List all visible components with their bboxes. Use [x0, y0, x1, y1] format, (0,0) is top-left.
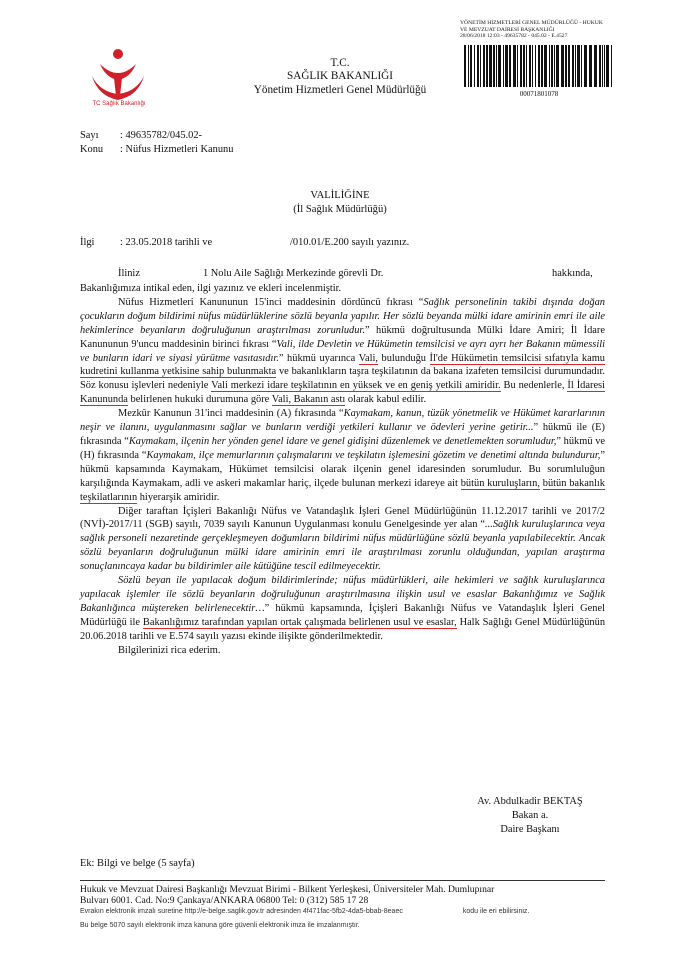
logo-text: TC Sağlık Bakanlığı [92, 101, 146, 107]
barcode-icon [464, 45, 614, 87]
paragraph-2: Nüfus Hizmetleri Kanununun 15'inci maddesinin dördüncü fıkrası “Sağlık personelinin takibi dışında doğan çocukların doğum bildirimi nüfus müdürlüklerine sözlü beyanla yapılır. Her sözlü beyanda mülki idare amirinin emri ile aile hekimlerince beyanların doğruluğunun araştırılması zorunludur.” hükmü doğrultusunda Mülki İdare Amiri; İl İdare Kanununun 9'uncu maddesinin birinci fıkrası “Vali, ilde Devletin ve Hükümetin temsilcisi ve ayrı ayrı her Bakanın mümessili ve bunların idari ve siyasi yürütme vasıtasıdır.” hükmü uyarınca Vali, bulunduğu İl'de Hükümetin temsilcisi sıfatıyla kamu kudretini kullanma yetkisine sahip bulunmakta ve bakanlıkların taşra teşkilatının da bakana izafeten temsilcisi durumundadır. Söz konusu işlevleri nedeniyle Vali merkezi idare teşkilatının en yüksek ve en geniş yetkili amiridir. Bu nedenlerle, İl İdaresi Kanununda belirlenen hukuki durumuna göre Vali, Bakanın astı olarak kabul edilir. [80, 296, 606, 406]
p1-c: hakkında, [552, 268, 593, 279]
underline-vali: Vali, [358, 352, 378, 364]
paragraph-5: Sözlü beyan ile yapılacak doğum bildirimlerinde; nüfus müdürlükleri, aile hekimleri ve sağlık kuruluşlarınca yapılacak işlemler ile sözlü beyanların doğruluğunun araştırılmasına ilişkin usul ve esaslar Bakanlığımız ve Sağlık Bakanlığınca müştereken belirlenecektir…” hükmü kapsamında, İçişleri Bakanlığı Nüfus ve Vatandaşlık İşleri Genel Müdürlüğü ile Bakanlığımız tarafından yapılan ortak çalışmada belirlenen usul ve esaslar, Halk Sağlığı Genel Müdürlüğünün 20.06.2018 tarihli ve E.574 sayılı yazısı ekinde ilişikte gönderilmektedir. [80, 575, 606, 642]
addressee-title: VALİLİĞİNE [310, 190, 370, 201]
ilgi-value-a: : 23.05.2018 tarihli ve [120, 237, 213, 248]
sayi-label: Sayı [80, 130, 99, 141]
underline-hukumet: İl'de Hükümetin temsilcisi sıfatıyla kamu kudretini kullanma yetkisine sahip bulunmakta [80, 352, 605, 378]
header-ministry: SAĞLIK BAKANLIĞI [287, 70, 393, 82]
signature-title2: Daire Başkanı [500, 824, 560, 835]
p1-b: 1 Nolu Aile Sağlığı Merkezinde görevli Dr. [203, 268, 384, 279]
sayi-value: : 49635782/045.02- [120, 130, 202, 141]
signature-name: Av. Abdulkadir BEKTAŞ [477, 796, 583, 807]
footer-line1: Hukuk ve Mevzuat Dairesi Başkanlığı Mevzuat Birimi - Bilkent Yerleşkesi, Üniversiteler Mah. Dumlupınar [80, 884, 495, 895]
paragraph-6: Bilgilerinizi rica ederim. [118, 644, 221, 656]
barcode-number: 00071801078 [519, 90, 559, 98]
footer-evrak: Evrakın elektronik imzalı suretine http://e-belge.saglik.gov.tr adresinden 4f471fac-5fb2-4da5-bbab-8eaec kodu ile eri ebilirsiniz. [80, 908, 530, 915]
signature-title1: Bakan a. [511, 810, 549, 821]
underline-merkezi: Vali merkezi idare teşkilatının en yüksek ve en geniş yetkili amiridir. [211, 380, 501, 392]
registry-stamp [460, 20, 675, 40]
attachment-note: Ek: Bilgi ve belge (5 sayfa) [80, 858, 195, 869]
ilgi-label: İlgi [80, 237, 95, 248]
underline-bakanin-asti: Vali, Bakanın astı [271, 394, 346, 406]
letter-body [80, 282, 605, 657]
ilgi-value-b: /010.01/E.200 sayılı yazınız. [290, 237, 410, 248]
header-directorate: Yönetim Hizmetleri Genel Müdürlüğü [253, 84, 427, 96]
underline-kuruluslar: bütün kuruluşların, [460, 477, 540, 489]
konu-label: Konu [80, 144, 104, 155]
underline-ortak-calisma: Bakanlığımız tarafından yapılan ortak çalışmada belirlenen usul ve esaslar, [142, 616, 457, 628]
paragraph-3: Mezkûr Kanunun 31'inci maddesinin (A) fıkrasında “Kaymakam, kanun, tüzük yönetmelik ve Hükümet kararlarının neşir ve ilanını, uygulanmasını sağlar ve bunların verdiği yetkileri kullanır ve ödevleri yerine getirir...” hükmü ile (E) fıkrasında “Kaymakam, ilçenin her yönden genel idare ve genel gidişini düzenlemek ve denetlemekten sorumludur,” hükmü ve (H) fıkrasında “Kaymakam, ilçe memurlarının çalışmalarını ve teşkilatın işlemesini gözetim ve denetimi altında bulundurur,” hükmü kapsamında Kaymakam, Hükümet temsilcisi olarak ilçenin genel idaresinden sorumludur. Bu sorumluluğun karşılığında Kaymakam, adli ve askeri makamlar hariç, ilçede bulunan merkezi idareye ait bütün kuruluşların, bütün bakanlık teşkilatlarının hiyerarşik amiridir. [80, 408, 605, 503]
addressee-subtitle: (İl Sağlık Müdürlüğü) [293, 204, 387, 215]
p1-d: Bakanlığımıza intikal eden, ilgi yazınız ve ekleri incelenmiştir. [80, 283, 342, 294]
underline-teskilatlar: bütün bakanlık teşkilatlarının [80, 477, 605, 503]
footer-imza: Bu belge 5070 sayılı elektronik imza kanuna göre güvenli elektronik imza ile imzalanmıştır. [80, 922, 360, 929]
registry-line1: YÖNETİM HİZMETLERİ GENEL MÜDÜRLÜĞÜ - HUKUK [460, 20, 603, 26]
footer-divider [80, 880, 605, 881]
konu-value: : Nüfus Hizmetleri Kanunu [120, 144, 234, 155]
registry-line2: VE MEVZUAT DAİRESİ BAŞKANLIĞI [460, 26, 555, 33]
p1-a: İliniz [118, 268, 140, 279]
footer-line2: Bulvarı 6001. Cad. No:9 Çankaya/ANKARA 06800 Tel: 0 (312) 585 17 28 [80, 895, 369, 906]
underline-il-idaresi: İl İdaresi Kanununda [80, 380, 605, 406]
footer-address [80, 884, 610, 906]
paragraph-4: Diğer taraftan İçişleri Bakanlığı Nüfus ve Vatandaşlık İşleri Genel Müdürlüğünün 11.12.2017 tarihli ve 2017/2 (NVİ)-2017/11 (SGB) sayılı, 7039 sayılı Kanunun Uygulanması konulu Genelgesinde yer alan “...Sağlık kuruluşlarınca veya sağlık personeli nezaretinde gerçekleşmeyen doğumların bildirimi nüfus müdürlüğüne sözlü beyanla yapılabilecektir. Ancak sözlü beyanların doğruluğunun mülki idare amirinin emri ile araştırılması zorunlu olduğundan, yapılan araştırma sonuçlanıncaya kadar bu bildirimler aile kütüğüne tescil edilmeyecektir. [80, 505, 605, 573]
registry-line3: 28/06/2018 12:03 - 49635782 - 045.02 - E.4527 [460, 33, 568, 40]
header-tc: T.C. [330, 57, 350, 69]
